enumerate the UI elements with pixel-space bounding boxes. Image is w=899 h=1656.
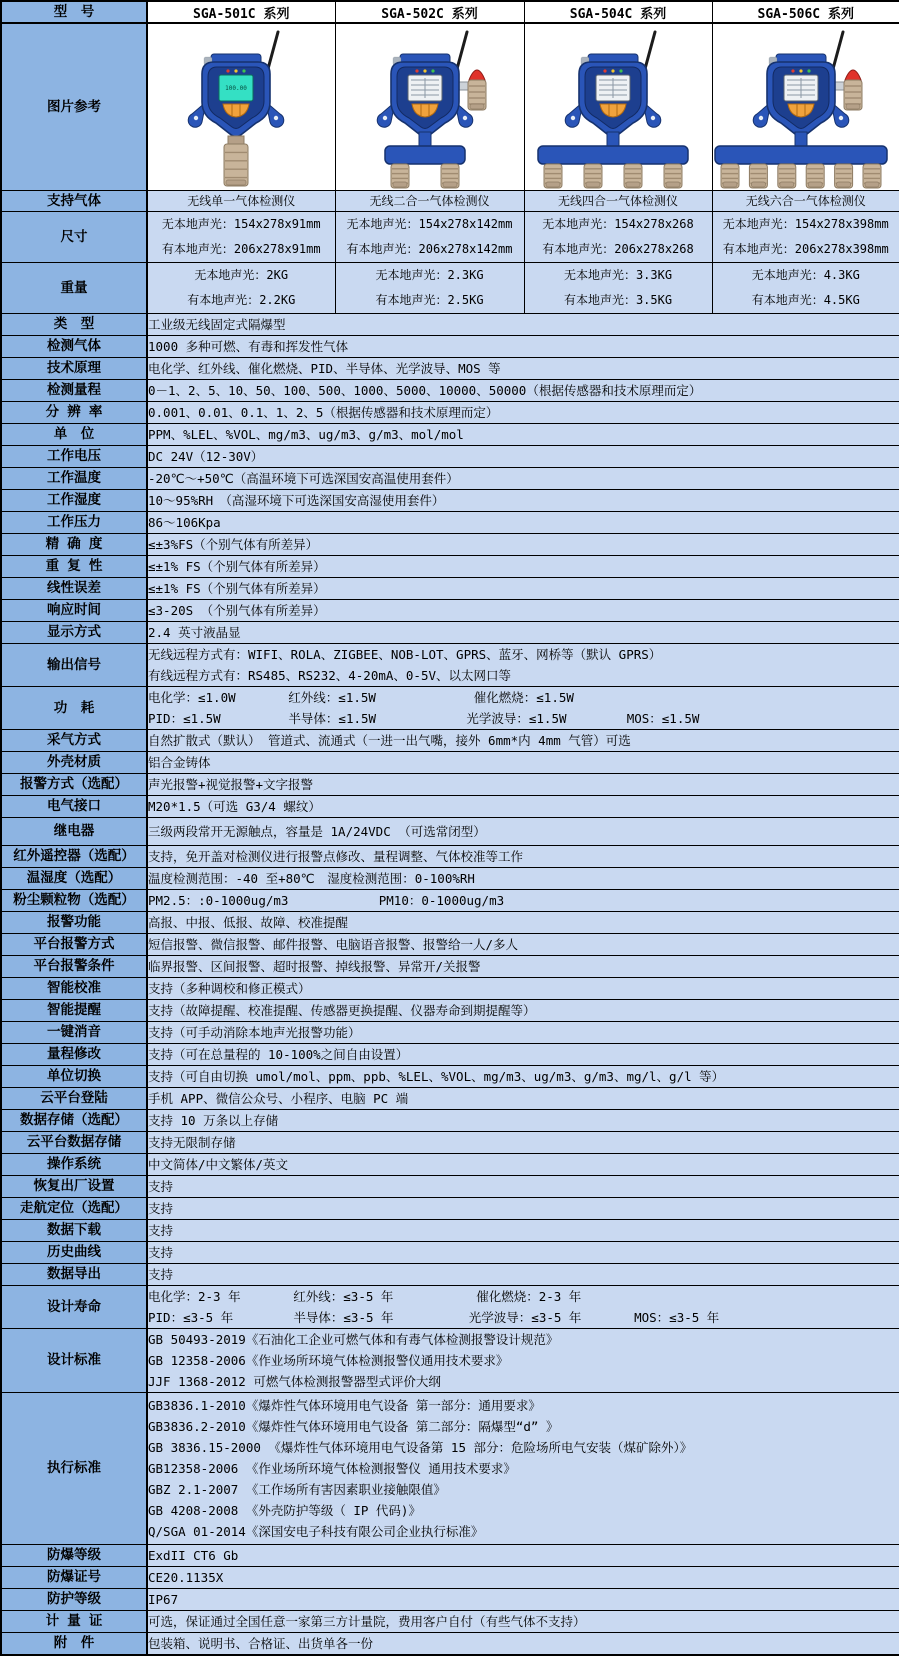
spec-value: 86～106Kpa bbox=[147, 512, 899, 534]
spec-value: 可选，保证通过全国任意一家第三方计量院，费用客户自付（有些气体不支持） bbox=[147, 1611, 899, 1633]
row-label: 单位切换 bbox=[1, 1066, 147, 1088]
device-image bbox=[524, 23, 712, 191]
quad-gas-detector-icon bbox=[525, 24, 711, 190]
row-label: 类 型 bbox=[1, 314, 147, 336]
six-gas-detector-icon bbox=[713, 24, 899, 190]
row-label: 走航定位（选配） bbox=[1, 1198, 147, 1220]
spec-value: PPM、%LEL、%VOL、mg/m3、ug/m3、g/m3、mol/mol bbox=[147, 424, 899, 446]
spec-value: PM2.5：:0-1000ug/m3 PM10：0-1000ug/m3 bbox=[147, 890, 899, 912]
spec-value: 电化学、红外线、催化燃烧、PID、半导体、光学波导、MOS 等 bbox=[147, 358, 899, 380]
row-label: 输出信号 bbox=[1, 644, 147, 687]
spec-value: 支持无限制存储 bbox=[147, 1132, 899, 1154]
single-gas-detector-icon bbox=[148, 24, 334, 190]
device-image bbox=[712, 23, 899, 191]
spec-value: GB3836.1-2010《爆炸性气体环境用电气设备 第一部分：通用要求》 GB3836.2-2010《爆炸性气体环境用电气设备 第二部分：隔爆型“d” 》 GB 3836.15-2000 《爆炸性气体环境用电气设备第 15 部分：危险场所电气安装（煤矿除外）》 GB12358-2006 《作业场所环境气体检测报警仪 通用技术要求》 GBZ 2.1-2007 《工作场所有害因素职业接触限值》 GB 4208-2008 《外壳防护等级（ IP 代码)》 Q/SGA 01-2014《深国安电子科技有限公司企业执行标准》 bbox=[147, 1393, 899, 1545]
row-label: 图片参考 bbox=[1, 23, 147, 191]
row-label: 采气方式 bbox=[1, 730, 147, 752]
manifold-bar bbox=[538, 146, 688, 164]
model-name: SGA-506C 系列 bbox=[712, 1, 899, 23]
gas-sensor-probe-icon bbox=[778, 164, 796, 188]
row-label: 防护等级 bbox=[1, 1589, 147, 1611]
row-label: 操作系统 bbox=[1, 1154, 147, 1176]
spec-value: ≤±1% FS（个别气体有所差异） bbox=[147, 578, 899, 600]
spec-value: -20℃～+50℃（高温环境下可选深国安高温使用套件） bbox=[147, 468, 899, 490]
row-label: 数据下载 bbox=[1, 1220, 147, 1242]
gas-sensor-probe-icon bbox=[721, 164, 739, 188]
spec-value: 支持（可在总量程的 10-100%之间自由设置） bbox=[147, 1044, 899, 1066]
row-label: 工作压力 bbox=[1, 512, 147, 534]
spec-value: GB 50493-2019《石油化工企业可燃气体和有毒气体检测报警设计规范》 GB 12358-2006《作业场所环境气体检测报警仪通用技术要求》 JJF 1368-2012 可燃气体检测报警器型式评价大纲 bbox=[147, 1329, 899, 1393]
spec-value: ExdII CT6 Gb bbox=[147, 1545, 899, 1567]
row-label: 线性误差 bbox=[1, 578, 147, 600]
weight-value: 无本地声光：3.3KG 有本地声光：3.5KG bbox=[524, 263, 712, 314]
table-body bbox=[1, 1, 899, 1655]
model-name: SGA-501C 系列 bbox=[147, 1, 335, 23]
spec-value: ≤±1% FS（个别气体有所差异） bbox=[147, 556, 899, 578]
row-label: 技术原理 bbox=[1, 358, 147, 380]
row-label: 外壳材质 bbox=[1, 752, 147, 774]
spec-value: 短信报警、微信报警、邮件报警、电脑语音报警、报警给一人/多人 bbox=[147, 934, 899, 956]
row-label: 智能校准 bbox=[1, 978, 147, 1000]
spec-value: 1000 多种可燃、有毒和挥发性气体 bbox=[147, 336, 899, 358]
spec-value: 临界报警、区间报警、超时报警、掉线报警、异常开/关报警 bbox=[147, 956, 899, 978]
row-label: 功 耗 bbox=[1, 687, 147, 730]
spec-value: 电化学：2-3 年 红外线：≤3-5 年 催化燃烧：2-3 年 PID：≤3-5 年 半导体：≤3-5 年 光学波导：≤3-5 年 MOS：≤3-5 年 bbox=[147, 1286, 899, 1329]
row-label: 电气接口 bbox=[1, 796, 147, 818]
row-label: 历史曲线 bbox=[1, 1242, 147, 1264]
row-label: 重量 bbox=[1, 263, 147, 314]
row-label: 工作电压 bbox=[1, 446, 147, 468]
spec-value: 铝合金铸体 bbox=[147, 752, 899, 774]
model-name: SGA-504C 系列 bbox=[524, 1, 712, 23]
spec-value: 支持（故障提醒、校准提醒、传感器更换提醒、仪器寿命到期提醒等） bbox=[147, 1000, 899, 1022]
row-label: 恢复出厂设置 bbox=[1, 1176, 147, 1198]
device-image bbox=[147, 23, 335, 191]
row-label: 分 辨 率 bbox=[1, 402, 147, 424]
row-label: 尺寸 bbox=[1, 212, 147, 263]
gas-sensor-probe-icon bbox=[863, 164, 881, 188]
weight-value: 无本地声光：2KG 有本地声光：2.2KG bbox=[147, 263, 335, 314]
gas-sensor-probe-icon bbox=[224, 144, 248, 186]
row-label: 工作温度 bbox=[1, 468, 147, 490]
row-label: 单 位 bbox=[1, 424, 147, 446]
size-value: 无本地声光：154x278x91mm 有本地声光：206x278x91mm bbox=[147, 212, 335, 263]
row-label: 执行标准 bbox=[1, 1393, 147, 1545]
model-column-label: 型 号 bbox=[1, 1, 147, 23]
spec-value: 支持（多种调校和修正模式） bbox=[147, 978, 899, 1000]
model-name: SGA-502C 系列 bbox=[335, 1, 524, 23]
row-label: 计 量 证 bbox=[1, 1611, 147, 1633]
size-value: 无本地声光：154x278x268 有本地声光：206x278x268 bbox=[524, 212, 712, 263]
row-label: 防爆证号 bbox=[1, 1567, 147, 1589]
manifold-bar bbox=[385, 146, 465, 164]
spec-value: 支持 10 万条以上存储 bbox=[147, 1110, 899, 1132]
row-label: 报警功能 bbox=[1, 912, 147, 934]
row-label: 附 件 bbox=[1, 1633, 147, 1656]
row-label: 数据导出 bbox=[1, 1264, 147, 1286]
spec-value: 中文简体/中文繁体/英文 bbox=[147, 1154, 899, 1176]
gas-sensor-probe-icon bbox=[468, 80, 486, 110]
spec-value: 支持，免开盖对检测仪进行报警点修改、量程调整、气体校准等工作 bbox=[147, 846, 899, 868]
gas-sensor-probe-icon bbox=[624, 164, 642, 188]
spec-value: IP67 bbox=[147, 1589, 899, 1611]
row-label: 精 确 度 bbox=[1, 534, 147, 556]
size-value: 无本地声光：154x278x142mm 有本地声光：206x278x142mm bbox=[335, 212, 524, 263]
gas-sensor-probe-icon bbox=[391, 164, 409, 188]
spec-value: 支持 bbox=[147, 1242, 899, 1264]
row-label: 数据存储（选配） bbox=[1, 1110, 147, 1132]
row-label: 智能提醒 bbox=[1, 1000, 147, 1022]
row-label: 继电器 bbox=[1, 818, 147, 846]
gas-sensor-probe-icon bbox=[441, 164, 459, 188]
spec-value: 支持 bbox=[147, 1264, 899, 1286]
row-label: 红外遥控器（选配） bbox=[1, 846, 147, 868]
spec-value: 支持（可自由切换 umol/mol、ppm、ppb、%LEL、%VOL、mg/m3、ug/m3、g/m3、mg/l、g/l 等） bbox=[147, 1066, 899, 1088]
spec-value: CE20.1135X bbox=[147, 1567, 899, 1589]
row-label: 量程修改 bbox=[1, 1044, 147, 1066]
row-label: 云平台登陆 bbox=[1, 1088, 147, 1110]
row-label: 检测气体 bbox=[1, 336, 147, 358]
gas-sensor-probe-icon bbox=[749, 164, 767, 188]
row-label: 设计寿命 bbox=[1, 1286, 147, 1329]
row-label: 设计标准 bbox=[1, 1329, 147, 1393]
row-label: 云平台数据存储 bbox=[1, 1132, 147, 1154]
detector-type: 无线二合一气体检测仪 bbox=[335, 191, 524, 212]
gas-sensor-probe-icon bbox=[584, 164, 602, 188]
row-label: 平台报警方式 bbox=[1, 934, 147, 956]
spec-value: 支持 bbox=[147, 1176, 899, 1198]
detector-type: 无线四合一气体检测仪 bbox=[524, 191, 712, 212]
row-label: 工作湿度 bbox=[1, 490, 147, 512]
spec-value: 声光报警+视觉报警+文字报警 bbox=[147, 774, 899, 796]
gas-sensor-probe-icon bbox=[544, 164, 562, 188]
detector-type: 无线六合一气体检测仪 bbox=[712, 191, 899, 212]
dual-gas-detector-icon bbox=[337, 24, 523, 190]
spec-value: 自然扩散式（默认） 管道式、流通式（一进一出气嘴，接外 6mm*内 4mm 气管）可选 bbox=[147, 730, 899, 752]
row-label: 防爆等级 bbox=[1, 1545, 147, 1567]
row-label: 检测量程 bbox=[1, 380, 147, 402]
spec-value: 手机 APP、微信公众号、小程序、电脑 PC 端 bbox=[147, 1088, 899, 1110]
row-label: 报警方式（选配） bbox=[1, 774, 147, 796]
spec-value: ≤3-20S （个别气体有所差异） bbox=[147, 600, 899, 622]
spec-value: 0.001、0.01、0.1、1、2、5（根据传感器和技术原理而定） bbox=[147, 402, 899, 424]
alarm-beacon-icon bbox=[833, 70, 862, 110]
row-label: 重 复 性 bbox=[1, 556, 147, 578]
spec-value: DC 24V（12-30V） bbox=[147, 446, 899, 468]
spec-value: ≤±3%FS（个别气体有所差异） bbox=[147, 534, 899, 556]
row-label: 温湿度（选配） bbox=[1, 868, 147, 890]
spec-value: 0－1、2、5、10、50、100、500、1000、5000、10000、50000（根据传感器和技术原理而定） bbox=[147, 380, 899, 402]
row-label: 平台报警条件 bbox=[1, 956, 147, 978]
spec-value: 温度检测范围：-40 至+80℃ 湿度检测范围：0-100%RH bbox=[147, 868, 899, 890]
spec-value: 工业级无线固定式隔爆型 bbox=[147, 314, 899, 336]
spec-value: 支持 bbox=[147, 1220, 899, 1242]
spec-value: 三级两段常开无源触点，容量是 1A/24VDC （可选常闭型） bbox=[147, 818, 899, 846]
manifold-bar bbox=[715, 146, 887, 164]
spec-value: 无线远程方式有：WIFI、ROLA、ZIGBEE、NOB-LOT、GPRS、蓝牙、网桥等（默认 GPRS） 有线远程方式有：RS485、RS232、4-20mA、0-5V、以太网口等 bbox=[147, 644, 899, 687]
row-label: 支持气体 bbox=[1, 191, 147, 212]
spec-value: 支持 bbox=[147, 1198, 899, 1220]
row-label: 粉尘颗粒物（选配） bbox=[1, 890, 147, 912]
weight-value: 无本地声光：2.3KG 有本地声光：2.5KG bbox=[335, 263, 524, 314]
spec-value: 高报、中报、低报、故障、校准提醒 bbox=[147, 912, 899, 934]
spec-value: 10～95%RH （高湿环境下可选深国安高湿使用套件） bbox=[147, 490, 899, 512]
spec-value: 支持（可手动消除本地声光报警功能） bbox=[147, 1022, 899, 1044]
spec-value: 2.4 英寸液晶显 bbox=[147, 622, 899, 644]
size-value: 无本地声光：154x278x398mm 有本地声光：206x278x398mm bbox=[712, 212, 899, 263]
gas-sensor-probe-icon bbox=[664, 164, 682, 188]
alarm-beacon-icon bbox=[457, 70, 486, 110]
detector-type: 无线单一气体检测仪 bbox=[147, 191, 335, 212]
spec-value: 包装箱、说明书、合格证、出货单各一份 bbox=[147, 1633, 899, 1656]
spec-value: M20*1.5（可选 G3/4 螺纹） bbox=[147, 796, 899, 818]
gas-sensor-probe-icon bbox=[834, 164, 852, 188]
row-label: 一键消音 bbox=[1, 1022, 147, 1044]
gas-sensor-probe-icon bbox=[806, 164, 824, 188]
row-label: 显示方式 bbox=[1, 622, 147, 644]
weight-value: 无本地声光：4.3KG 有本地声光：4.5KG bbox=[712, 263, 899, 314]
device-image bbox=[335, 23, 524, 191]
screen-reading: 100.00 bbox=[225, 85, 248, 92]
gas-sensor-probe-icon bbox=[844, 80, 862, 110]
row-label: 响应时间 bbox=[1, 600, 147, 622]
spec-value: 电化学：≤1.0W 红外线：≤1.5W 催化燃烧：≤1.5W PID：≤1.5W 半导体：≤1.5W 光学波导：≤1.5W MOS：≤1.5W bbox=[147, 687, 899, 730]
